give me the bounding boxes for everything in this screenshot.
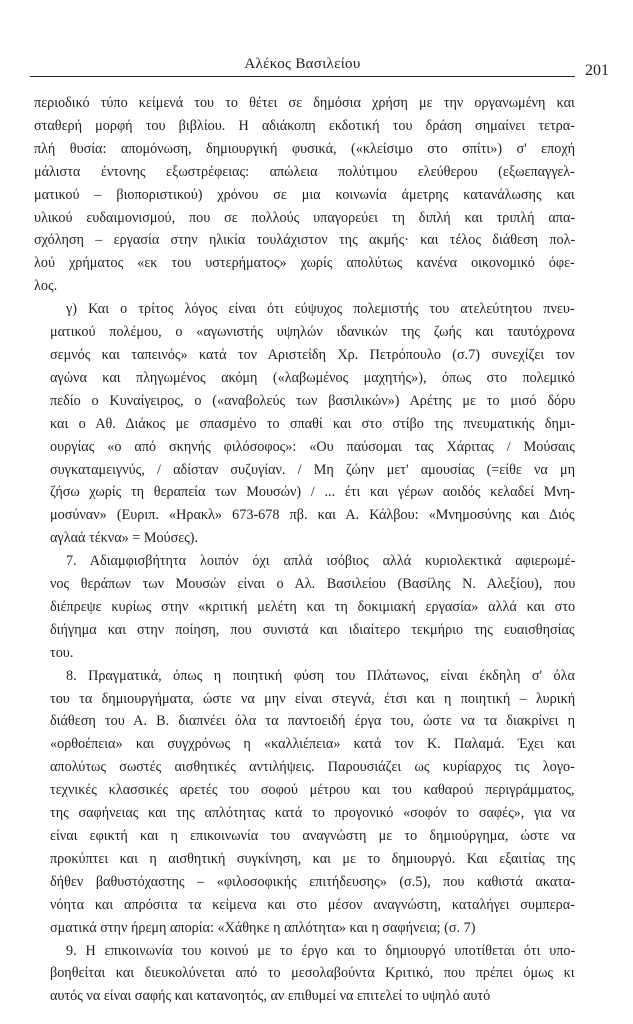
- body-text: [34, 92, 575, 1008]
- text-line: είναι εφικτή και η επικοινωνία του αναγνώστη με το δημιούργημα, ώστε να: [50, 828, 576, 844]
- text-line: σχόληση – εργασία στην ηλικία τουλάχιστον της ακμής· και τέλος διάθεση πολ-: [34, 232, 576, 249]
- text-line: σματικά στην ήρεμη απορία: «Χάθηκε η απλότητα» και η σαφήνεια; (σ. 7): [50, 919, 476, 936]
- text-line: 9. Η επικοινωνία του κοινού με το έργο και το δημιουργό υποτίθεται ότι υπο-: [66, 942, 576, 959]
- text-line: ματικού πολέμου, ο «αγωνιστής υψηλών ιδανικών της ζωής και ταυτόχρονα: [50, 324, 575, 341]
- text-line: διάθεση του Α. Β. διαπνέει όλα τα παντοειδή έργα του, ώστε να τα διακρίνει η: [50, 713, 576, 730]
- text-line: ματικού – βιοποριστικού) χρόνου σε μια κοινωνία άμετρης κατανάλωσης και: [34, 186, 575, 203]
- text-line: 7. Αδιαμφισβήτητα λοιπόν όχι απλά ισόβιος αλλά κυριολεκτικά αφιερωμέ-: [66, 553, 576, 570]
- text-line: ουργίας «ο από σκηνής φιλόσοφος»: «Ου παύσομαι τας Χάριτας / Μούσαις: [50, 438, 575, 455]
- text-line: δήθεν βαθυστόχαστης – «φιλοσοφικής επιτήδευσης» (σ.5), που καθιστά ακατα-: [50, 873, 576, 890]
- text-line: αυτός να είναι σαφής και κατανοητός, αν επιθυμεί να επιτελεί το υψηλό αυτό: [50, 988, 491, 1005]
- text-line: περιοδικό τύπο κείμενά του το θέτει σε δημόσια χρήση με την οργανωμένη και: [34, 95, 575, 111]
- text-line: αγώνα και πληγωμένος ακόμη («λαβωμένος μαχητής»), όπως στο πολεμικό: [50, 369, 575, 386]
- paragraph: [34, 665, 575, 940]
- page-number: 201: [585, 62, 609, 79]
- text-line: τεχνικές κλασσικές αρετές του σοφού μέτρου και του καθαρού περιγράμματος,: [50, 782, 575, 799]
- text-line: συγκαταμειγνύς, / αδίσταν συζυγίαν. / Μη ζώην μετ' αμουσίας (=είθε να μη: [50, 461, 576, 478]
- text-line: λού χρήματος «εκ του υστερήματος» χωρίς απολύτως κανένα οικονομικό όφε-: [34, 255, 575, 272]
- paragraph: [34, 940, 575, 1009]
- text-line: του τα δημιουργήματα, ώστε να μην είναι στεγνά, έτσι και η ποιητική – λυρική: [50, 690, 576, 707]
- text-line: της σαφήνειας και της απλότητας κατά το προγονικό «σοφόν το σαφές», για να: [50, 805, 576, 822]
- text-line: πλή θυσία: απομόνωση, δημιουργική φυσικά, («κλείσιμο στο σπίτι») σ' εποχή: [34, 140, 576, 157]
- text-line: μοσύναν» (Ευριπ. «Ηρακλ» 673-678 πβ. και Α. Κάλβου: «Μνημοσύνης και Διός: [50, 507, 575, 524]
- text-line: του.: [50, 644, 74, 661]
- text-line: σεμνός και ταπεινός» κατά τον Αριστείδη Χρ. Πετρόπουλο (σ.7) συνεχίζει τον: [50, 346, 575, 363]
- text-line: προκύπτει και η αισθητική συγκίνηση, και με το δημιουργό. Και εξαιτίας της: [50, 850, 575, 867]
- text-line: αγλαά τέκνα» = Μούσες).: [50, 530, 199, 547]
- text-line: και ο Αθ. Διάκος με σπασμένο το σπαθί και στο στίβο της πνευματικής δημι-: [50, 415, 576, 432]
- text-line: 8. Πραγματικά, όπως η ποιητική φύση του Πλάτωνος, είναι έκδηλη σ' όλα: [66, 667, 575, 684]
- text-line: πεδίο ο Κυναίγειρος, ο («αναβολεύς των βασιλικών») Αρέτης με το μισό δόρυ: [50, 392, 576, 409]
- paragraph: [34, 298, 575, 550]
- text-line: «ορθοέπεια» και συγχρόνως η «καλλιέπεια» κατά τον Κ. Παλαμά. Έχει και: [50, 736, 576, 753]
- text-line: διήγημα και στην ποίηση, που συνιστά και ιδιαίτερο τεκμήριο της ευαισθησίας: [50, 621, 575, 638]
- text-line: σταθερή μορφή του βιβλίου. Η αδιάκοπη εκδοτική του δράση σημαίνει τετρα-: [34, 117, 575, 134]
- text-line: μάλιστα έντονης εξωστρέφειας: απώλεια πολύτιμου ελεύθερου (εξωεπαγγελ-: [34, 163, 575, 180]
- text-line: ζήσω χωρίς τη θεραπεία των Μουσών) / ... έτι και γέρων αοιδός κελαδεί Μνη-: [50, 484, 575, 501]
- text-line: γ) Και ο τρίτος λόγος είναι ότι εύψυχος πολεμιστής του ατελεύτητου πνευ-: [66, 301, 575, 318]
- text-line: απολύτως σωστές αισθητικές αντιλήψεις. Παρουσιάζει ως κυρίαρχος τις λογο-: [50, 759, 575, 776]
- paragraph: [34, 550, 575, 665]
- running-title: Αλέκος Βασιλείου: [244, 56, 361, 72]
- text-line: νος θεράπων των Μουσών είναι ο Αλ. Βασιλείου (Βασίλης Ν. Αλεξίου), που: [50, 576, 576, 593]
- text-line: λος.: [34, 278, 58, 295]
- text-line: υλικού ευδαιμονισμού, που σε πολλούς υπαγορεύει τη διπλή και τριπλή απα-: [34, 209, 576, 226]
- running-header: [30, 52, 609, 79]
- text-line: βοηθείται και διευκολύνεται από το μεσολαβούντα Κριτικό, που πρέπει όμως κι: [50, 965, 575, 982]
- text-line: νόητα και απρόσιτα τα κείμενα και στο μέσον αναγνώστη, καταλήγει συμπερα-: [50, 896, 575, 913]
- paragraph: [34, 92, 575, 298]
- text-line: διέπρεψε κυρίως στην «κριτική μελέτη και τη δοκιμιακή εργασία» αλλά και στο: [50, 598, 576, 615]
